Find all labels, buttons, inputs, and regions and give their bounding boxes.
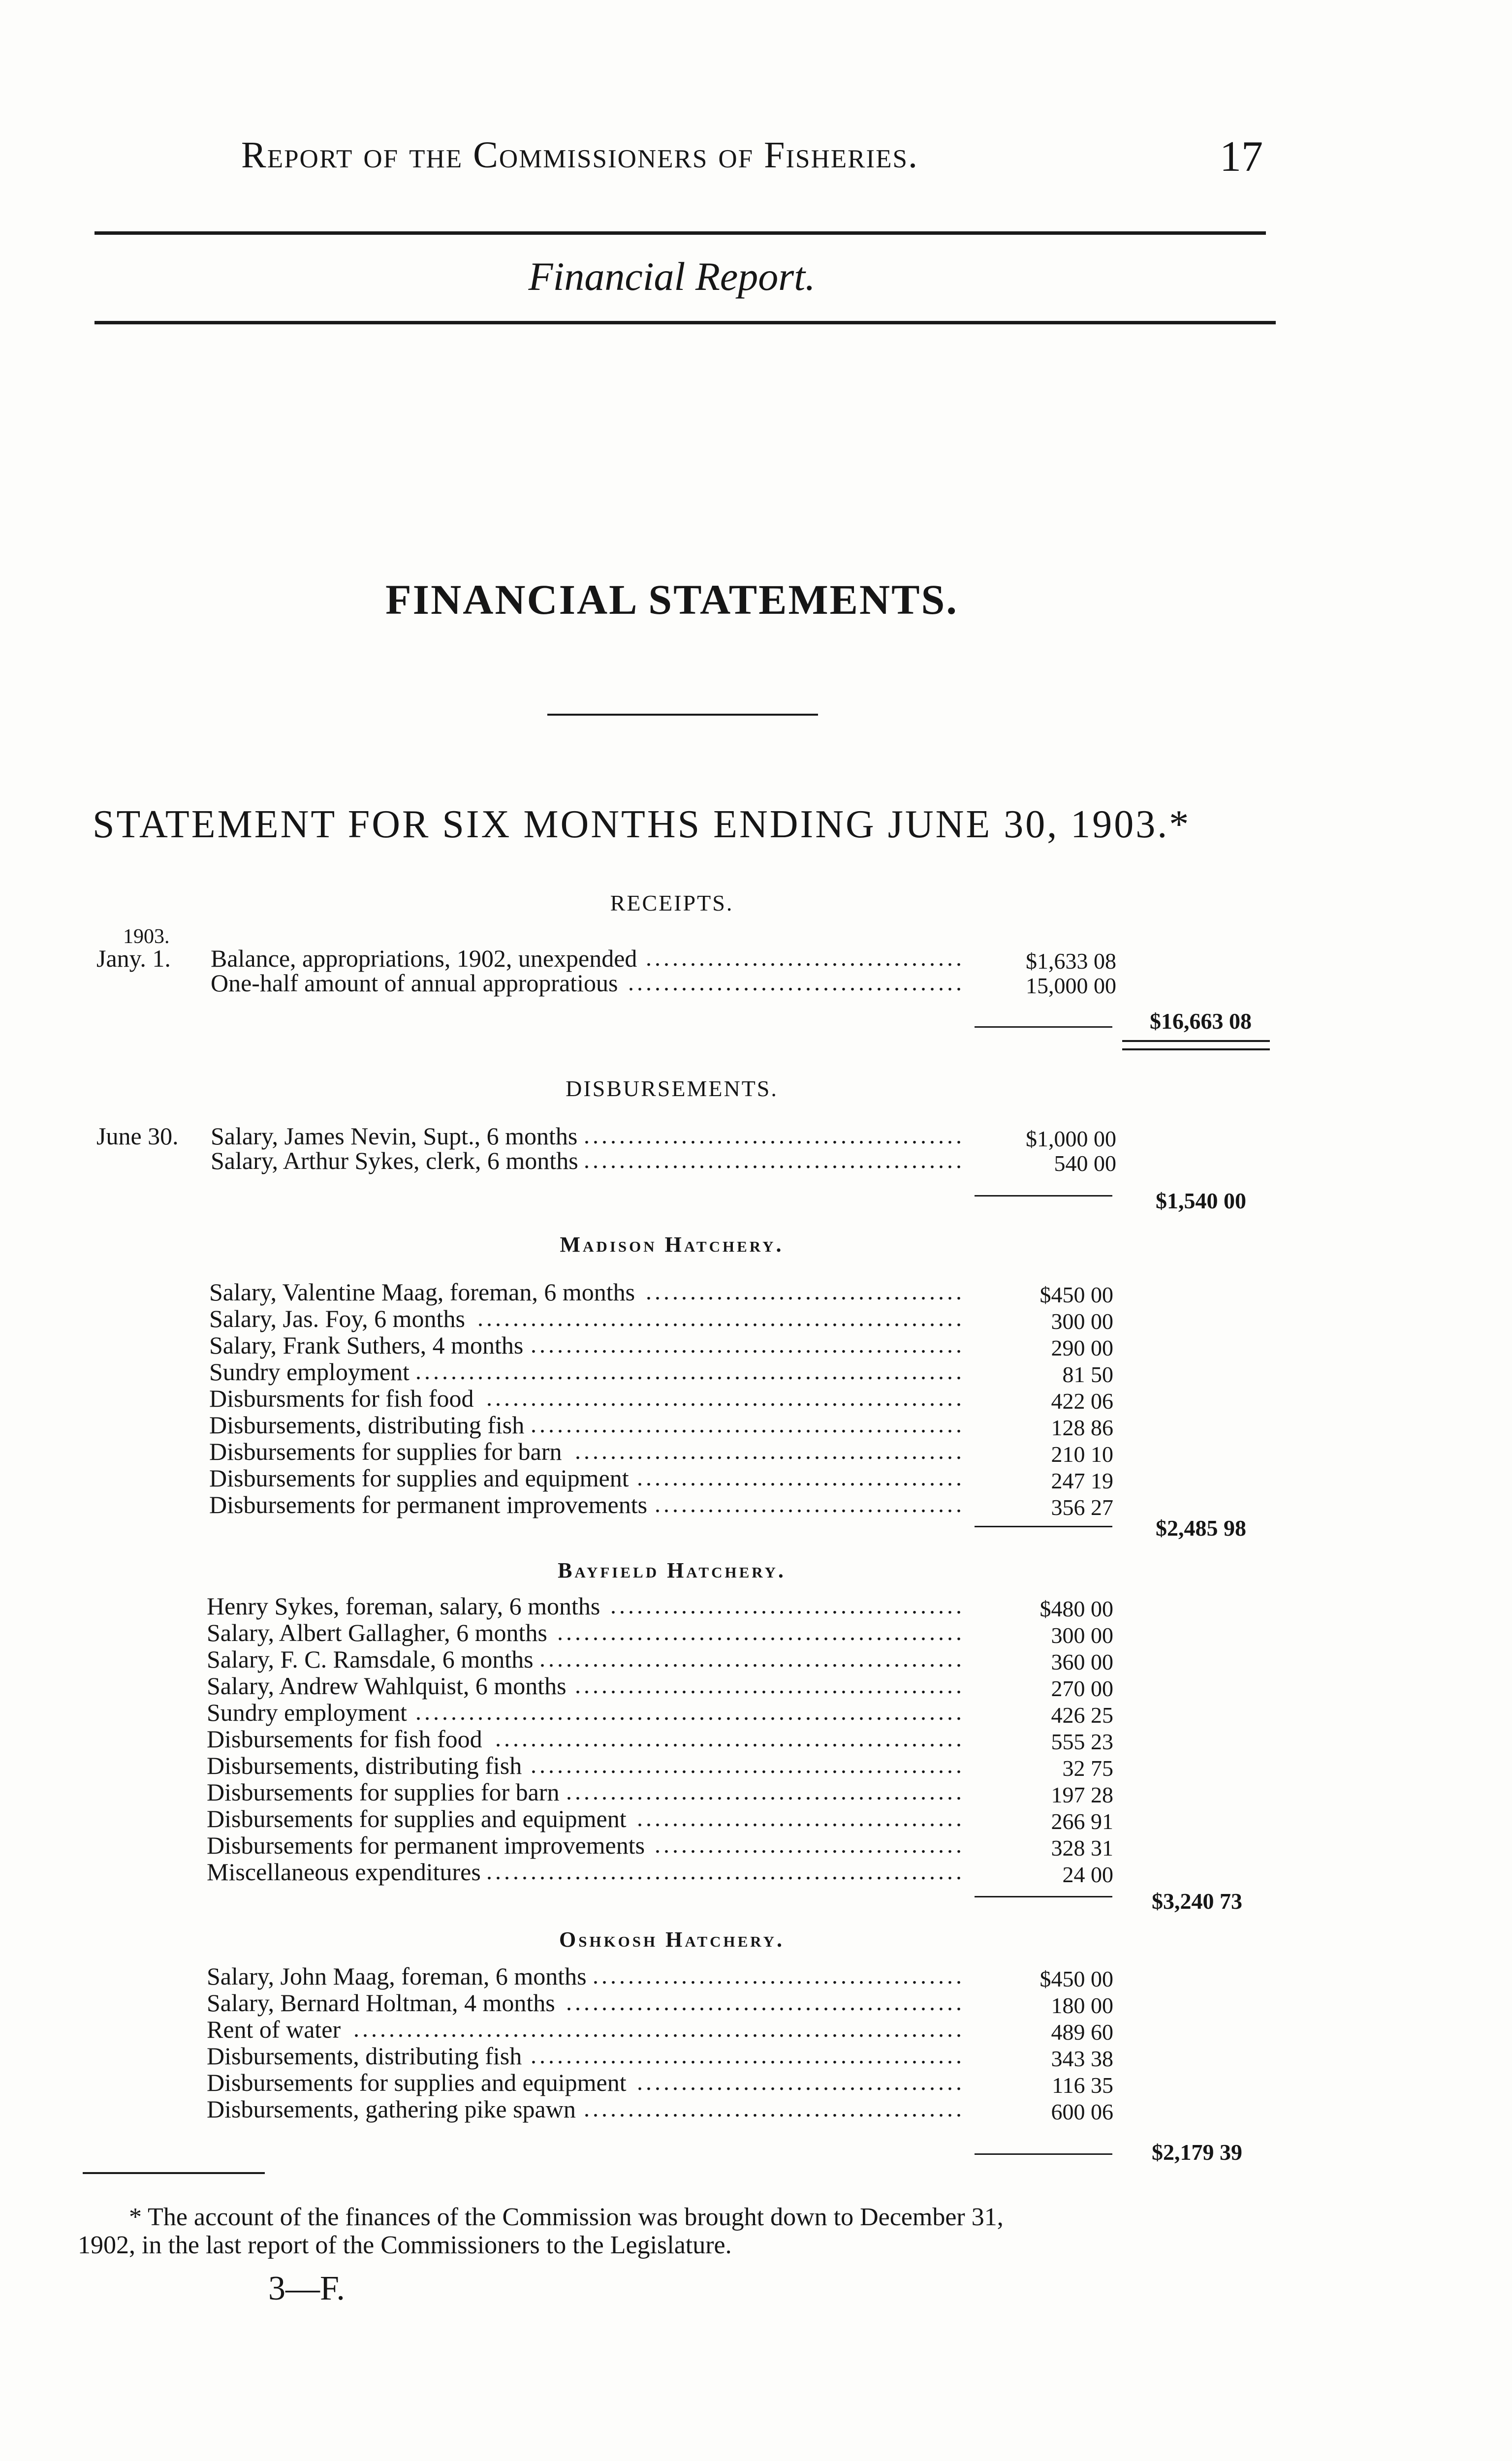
statement-title: STATEMENT FOR SIX MONTHS ENDING JUNE 30, 1903.*	[93, 803, 1191, 846]
oshkosh-row-leader-dots: .............................................	[566, 1990, 965, 2015]
disbursement-row-amount: 540 00	[1054, 1151, 1116, 1176]
madison-row-amount: 128 86	[1051, 1415, 1113, 1440]
madison-row-label: Disbursements for supplies and equipment	[209, 1464, 629, 1492]
oshkosh-row-amount: 489 60	[1051, 2019, 1113, 2045]
oshkosh-row-amount: 116 35	[1052, 2073, 1113, 2098]
madison-row-label: Disbursements, distributing fish	[209, 1411, 525, 1439]
madison-row-label: Salary, Frank Suthers, 4 months	[209, 1331, 524, 1359]
oshkosh-total: $2,179 39	[1152, 2140, 1242, 2165]
signature-mark: 3—F.	[268, 2270, 345, 2307]
oshkosh-row-leader-dots: ..........................................	[593, 1964, 965, 1988]
bayfield-row-leader-dots: .....................................................	[495, 1727, 965, 1751]
receipt-row-leader-dots: ....................................	[646, 946, 965, 971]
disbursement-row-leader-dots: ...........................................	[584, 1124, 965, 1148]
madison-row-amount: 290 00	[1051, 1335, 1113, 1360]
madison-row-label: Disbursments for fish food	[209, 1385, 474, 1412]
bayfield-row-amount: 32 75	[1062, 1756, 1113, 1781]
madison-row-leader-dots: ....................................	[646, 1280, 965, 1304]
bayfield-row-amount: 266 91	[1051, 1809, 1113, 1834]
bayfield-row-amount: 555 23	[1051, 1729, 1113, 1754]
madison-row-leader-dots: ......................................................	[486, 1386, 965, 1411]
receipt-row-label: One-half amount of annual appropratious	[211, 969, 618, 997]
bayfield-row-label: Disbursements for fish food	[207, 1725, 482, 1753]
oshkosh-row-amount: 180 00	[1051, 1993, 1113, 2018]
bayfield-row-leader-dots: ..............................................................	[415, 1700, 965, 1725]
bayfield-row-leader-dots: ......................................................	[486, 1860, 965, 1884]
bayfield-total: $3,240 73	[1152, 1889, 1242, 1914]
madison-row-label: Disbursements for permanent improvements	[209, 1491, 648, 1518]
footnote-line-2: 1902, in the last report of the Commissioners to the Legislature.	[78, 2231, 732, 2259]
oshkosh-heading: Oshkosh Hatchery.	[559, 1927, 785, 1952]
receipts-double-rule-2	[1122, 1048, 1270, 1050]
madison-row-leader-dots: ............................................	[575, 1439, 965, 1464]
bayfield-row-label: Salary, Andrew Wahlquist, 6 months	[207, 1672, 567, 1700]
madison-row-amount: 247 19	[1051, 1468, 1113, 1493]
bayfield-row-leader-dots: .............................................	[566, 1780, 965, 1804]
bayfield-row-leader-dots: ........................................	[610, 1594, 965, 1618]
oshkosh-row-label: Disbursements for supplies and equipment	[207, 2069, 627, 2096]
oshkosh-row-label: Rent of water	[207, 2016, 341, 2043]
bayfield-row-leader-dots: ............................................	[575, 1673, 965, 1698]
madison-row-amount: 81 50	[1062, 1362, 1113, 1387]
page-title: FINANCIAL STATEMENTS.	[385, 576, 958, 623]
madison-heading: Madison Hatchery.	[560, 1232, 784, 1257]
bayfield-row-label: Disbursements for supplies for barn	[207, 1778, 560, 1806]
receipts-heading: RECEIPTS.	[610, 890, 734, 915]
receipt-row-amount: $1,633 08	[1026, 948, 1116, 974]
madison-row-label: Sundry employment	[209, 1358, 410, 1386]
bayfield-row-amount: 360 00	[1051, 1649, 1113, 1674]
receipts-year: 1903.	[123, 925, 170, 948]
madison-row-leader-dots: .................................................	[531, 1333, 965, 1357]
madison-row-label: Disbursements for supplies for barn	[209, 1438, 562, 1465]
bayfield-heading: Bayfield Hatchery.	[558, 1558, 786, 1582]
bayfield-row-amount: 300 00	[1051, 1623, 1113, 1648]
bayfield-row-amount: $480 00	[1040, 1596, 1113, 1621]
oshkosh-row-leader-dots: .................................................	[531, 2044, 965, 2068]
bayfield-row-leader-dots: .....................................	[637, 1806, 965, 1831]
receipts-double-rule-1	[1122, 1040, 1270, 1042]
madison-row-label: Salary, Jas. Foy, 6 months	[209, 1305, 465, 1332]
bayfield-row-amount: 24 00	[1062, 1862, 1113, 1887]
bayfield-row-label: Miscellaneous expenditures	[207, 1858, 481, 1886]
disbursement-row-label: Salary, Arthur Sykes, clerk, 6 months	[211, 1147, 578, 1174]
madison-row-leader-dots: ...................................	[655, 1492, 965, 1517]
bayfield-row-label: Disbursements, distributing fish	[207, 1752, 522, 1779]
bayfield-row-leader-dots: .................................................	[531, 1753, 965, 1778]
disbursements-subtotal-rule	[975, 1195, 1112, 1197]
header-rule-top	[94, 231, 1266, 235]
oshkosh-row-leader-dots: .....................................................................	[353, 2017, 965, 2042]
bayfield-row-label: Salary, F. C. Ramsdale, 6 months	[207, 1645, 534, 1673]
madison-subtotal-rule	[975, 1526, 1112, 1527]
receipts-total: $16,663 08	[1150, 1009, 1252, 1034]
oshkosh-row-label: Salary, John Maag, foreman, 6 months	[207, 1962, 587, 1990]
title-rule	[547, 714, 818, 716]
bayfield-row-leader-dots: ..............................................	[557, 1620, 965, 1645]
footnote-rule	[83, 2172, 265, 2174]
bayfield-row-amount: 197 28	[1051, 1782, 1113, 1807]
disbursements-total: $1,540 00	[1156, 1188, 1246, 1213]
receipts-subtotal-rule	[975, 1026, 1112, 1028]
bayfield-row-label: Disbursements for supplies and equipment	[207, 1805, 627, 1832]
running-head: Report of the Commissioners of Fisheries.	[241, 134, 918, 176]
madison-row-amount: 300 00	[1051, 1309, 1113, 1334]
receipt-row-amount: 15,000 00	[1026, 973, 1116, 998]
bayfield-row-label: Henry Sykes, foreman, salary, 6 months	[207, 1592, 600, 1620]
bayfield-row-label: Sundry employment	[207, 1699, 407, 1726]
bayfield-row-label: Disbursements for permanent improvements	[207, 1831, 645, 1859]
section-title: Financial Report.	[528, 254, 816, 299]
bayfield-row-label: Salary, Albert Gallagher, 6 months	[207, 1619, 547, 1646]
disbursement-row-label: Salary, James Nevin, Supt., 6 months	[211, 1122, 578, 1150]
oshkosh-row-amount: $450 00	[1040, 1966, 1113, 1991]
madison-row-leader-dots: .................................................	[531, 1413, 965, 1437]
footnote-line-1: * The account of the finances of the Commission was brought down to December 31,	[129, 2203, 1004, 2231]
bayfield-row-leader-dots: ...................................	[655, 1833, 965, 1858]
madison-total: $2,485 98	[1156, 1515, 1246, 1541]
oshkosh-row-label: Disbursements, distributing fish	[207, 2042, 522, 2070]
bayfield-subtotal-rule	[975, 1896, 1112, 1897]
madison-row-amount: 422 06	[1051, 1388, 1113, 1414]
bayfield-row-amount: 426 25	[1051, 1703, 1113, 1728]
disbursement-row-amount: $1,000 00	[1026, 1126, 1116, 1151]
oshkosh-subtotal-rule	[975, 2153, 1112, 2155]
oshkosh-row-leader-dots: ...........................................	[584, 2097, 965, 2121]
madison-row-amount: $450 00	[1040, 1282, 1113, 1307]
disbursements-date: June 30.	[96, 1122, 179, 1150]
bayfield-row-amount: 270 00	[1051, 1676, 1113, 1701]
receipt-row-leader-dots: ......................................	[628, 971, 965, 995]
madison-row-amount: 356 27	[1051, 1495, 1113, 1520]
disbursement-row-leader-dots: ...........................................	[584, 1148, 965, 1173]
bayfield-row-leader-dots: ................................................	[539, 1647, 965, 1672]
receipts-date: Jany. 1.	[96, 945, 171, 972]
oshkosh-row-label: Salary, Bernard Holtman, 4 months	[207, 1989, 555, 2017]
receipt-row-label: Balance, appropriations, 1902, unexpended	[211, 945, 637, 972]
madison-row-leader-dots: ..............................................................	[415, 1359, 965, 1384]
header-rule-bottom	[94, 321, 1276, 324]
disbursements-heading: DISBURSEMENTS.	[566, 1076, 778, 1101]
oshkosh-row-amount: 600 06	[1051, 2099, 1113, 2124]
madison-row-leader-dots: .....................................	[637, 1466, 965, 1490]
madison-row-leader-dots: .......................................................	[477, 1306, 965, 1331]
oshkosh-row-amount: 343 38	[1051, 2046, 1113, 2071]
page-number: 17	[1220, 133, 1263, 181]
bayfield-row-amount: 328 31	[1051, 1835, 1113, 1861]
madison-row-label: Salary, Valentine Maag, foreman, 6 months	[209, 1278, 635, 1306]
oshkosh-row-leader-dots: .....................................	[637, 2070, 965, 2095]
oshkosh-row-label: Disbursements, gathering pike spawn	[207, 2095, 576, 2123]
madison-row-amount: 210 10	[1051, 1442, 1113, 1467]
